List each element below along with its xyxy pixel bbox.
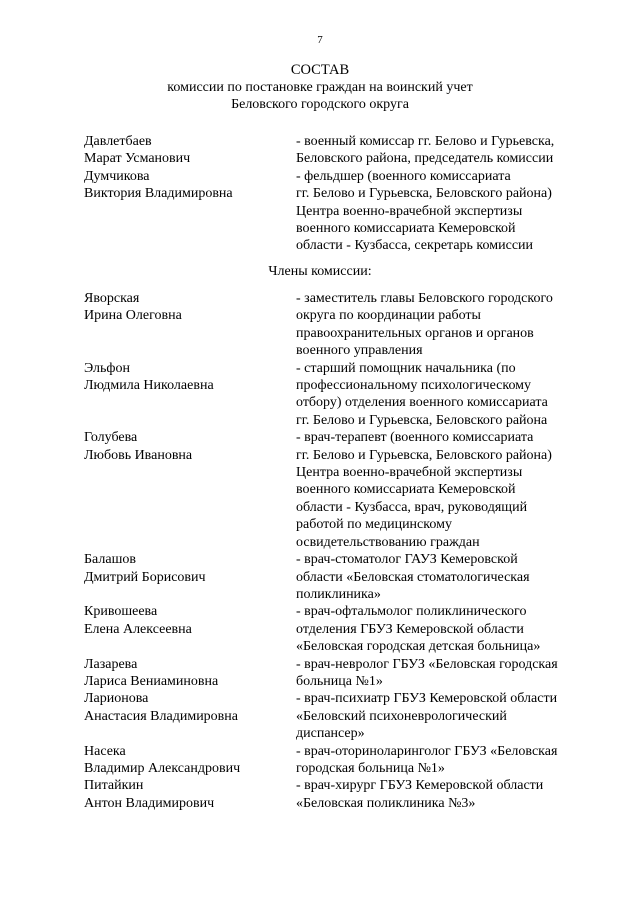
member-entry — [84, 290, 604, 360]
member-entry — [84, 656, 604, 691]
name-line: Ларионова — [84, 691, 149, 707]
name-line: Владимир Александрович — [84, 760, 241, 776]
position-line: городская больница №1» — [296, 760, 445, 776]
position-line: «Беловский психоневрологический — [296, 708, 507, 724]
member-entry — [84, 360, 604, 430]
name-line: Елена Алексеевна — [84, 621, 192, 637]
position-line: Центра военно-врачебной экспертизы — [296, 203, 523, 219]
person-position — [296, 133, 588, 168]
members-list — [84, 290, 604, 812]
position-line: «Беловская поликлиника №3» — [296, 795, 476, 811]
position-line: - старший помощник начальника (по — [296, 360, 516, 376]
leadership-list — [84, 133, 604, 255]
position-line: области - Кузбасса, секретарь комиссии — [296, 238, 534, 254]
person-position — [296, 690, 588, 742]
position-line: - врач-психиатр ГБУЗ Кемеровской области — [296, 691, 558, 707]
position-line: - военный комиссар гг. Белово и Гурьевска, — [296, 134, 555, 149]
position-line: - врач-оториноларинголог ГБУЗ «Беловская — [296, 743, 558, 759]
position-line: - заместитель главы Беловского городского — [296, 291, 553, 306]
members-heading: Члены комиссии: — [268, 264, 372, 279]
position-line: Беловского района, председатель комиссии — [296, 151, 554, 167]
name-line: Кривошеева — [84, 604, 158, 620]
name-line: Людмила Николаевна — [84, 378, 214, 394]
name-line: Лазарева — [84, 656, 138, 672]
person-name — [84, 168, 296, 255]
person-position — [296, 429, 588, 551]
name-line: Давлетбаев — [84, 134, 152, 149]
person-name — [84, 777, 296, 812]
leadership-entry — [84, 168, 604, 255]
page-number: 7 — [317, 34, 323, 46]
member-entry — [84, 690, 604, 742]
member-entry — [84, 551, 604, 603]
person-name — [84, 656, 296, 691]
position-line: - врач-терапевт (военного комиссариата — [296, 430, 534, 446]
name-line: Яворская — [84, 291, 140, 306]
position-line: области - Кузбасса, врач, руководящий — [296, 499, 528, 515]
person-name — [84, 743, 296, 778]
position-line: работой по медицинскому — [296, 517, 452, 533]
person-name — [84, 603, 296, 655]
position-line: правоохранительных органов и органов — [296, 325, 534, 341]
name-line: Дмитрий Борисович — [84, 569, 206, 585]
position-line: профессиональному психологическому — [296, 378, 532, 394]
position-line: области «Беловская стоматологическая — [296, 569, 530, 585]
position-line: военного комиссариата Кемеровской — [296, 221, 516, 237]
member-entry — [84, 603, 604, 655]
position-line: гг. Белово и Гурьевска, Беловского района) — [296, 186, 552, 202]
person-name — [84, 429, 296, 551]
person-position — [296, 777, 588, 812]
position-line: поликлиника» — [296, 586, 381, 602]
position-line: освидетельствованию граждан — [296, 534, 480, 550]
name-line: Думчикова — [84, 168, 150, 184]
position-line: гг. Белово и Гурьевска, Беловского района — [296, 412, 548, 428]
leadership-entry — [84, 133, 604, 168]
document-title: СОСТАВ — [290, 62, 350, 78]
position-line: военного управления — [296, 343, 423, 359]
person-name — [84, 551, 296, 603]
person-position — [296, 168, 588, 255]
document-header — [0, 62, 640, 113]
position-line: отделения ГБУЗ Кемеровской области — [296, 621, 524, 637]
position-line: - врач-стоматолог ГАУЗ Кемеровской — [296, 552, 518, 568]
position-line: - врач-хирург ГБУЗ Кемеровской области — [296, 778, 544, 794]
position-line: - врач-офтальмолог поликлинического — [296, 604, 527, 620]
position-line: отбору) отделения военного комиссариата — [296, 395, 548, 411]
position-line: «Беловская городская детская больница» — [296, 639, 541, 655]
person-name — [84, 290, 296, 360]
name-line: Насека — [84, 743, 126, 759]
member-entry — [84, 743, 604, 778]
position-line: Центра военно-врачебной экспертизы — [296, 465, 523, 481]
name-line: Антон Владимирович — [84, 795, 215, 811]
person-position — [296, 603, 588, 655]
name-line: Голубева — [84, 430, 138, 446]
person-name — [84, 133, 296, 168]
person-name — [84, 360, 296, 430]
position-line: гг. Белово и Гурьевска, Беловского района) — [296, 447, 552, 463]
name-line: Анастасия Владимировна — [84, 708, 238, 724]
person-position — [296, 290, 588, 360]
person-position — [296, 360, 588, 430]
name-line: Марат Усманович — [84, 151, 191, 167]
header-subtitle-line-2: Беловского городского округа — [231, 97, 409, 112]
person-name — [84, 690, 296, 742]
member-entry — [84, 777, 604, 812]
person-position — [296, 743, 588, 778]
person-position — [296, 551, 588, 603]
person-position — [296, 656, 588, 691]
position-line: больница №1» — [296, 673, 383, 689]
position-line: округа по координации работы — [296, 308, 481, 324]
position-line: диспансер» — [296, 726, 365, 742]
name-line: Балашов — [84, 552, 136, 568]
name-line: Питайкин — [84, 778, 144, 794]
name-line: Эльфон — [84, 360, 130, 376]
position-line: военного комиссариата Кемеровской — [296, 482, 516, 498]
header-subtitle-line-1: комиссии по постановке граждан на воинский учет — [167, 80, 473, 95]
position-line: - фельдшер (военного комиссариата — [296, 168, 511, 184]
name-line: Ирина Олеговна — [84, 308, 182, 324]
member-entry — [84, 429, 604, 551]
position-line: - врач-невролог ГБУЗ «Беловская городская — [296, 656, 558, 672]
name-line: Любовь Ивановна — [84, 447, 193, 463]
name-line: Лариса Вениаминовна — [84, 673, 219, 689]
name-line: Виктория Владимировна — [84, 186, 233, 202]
